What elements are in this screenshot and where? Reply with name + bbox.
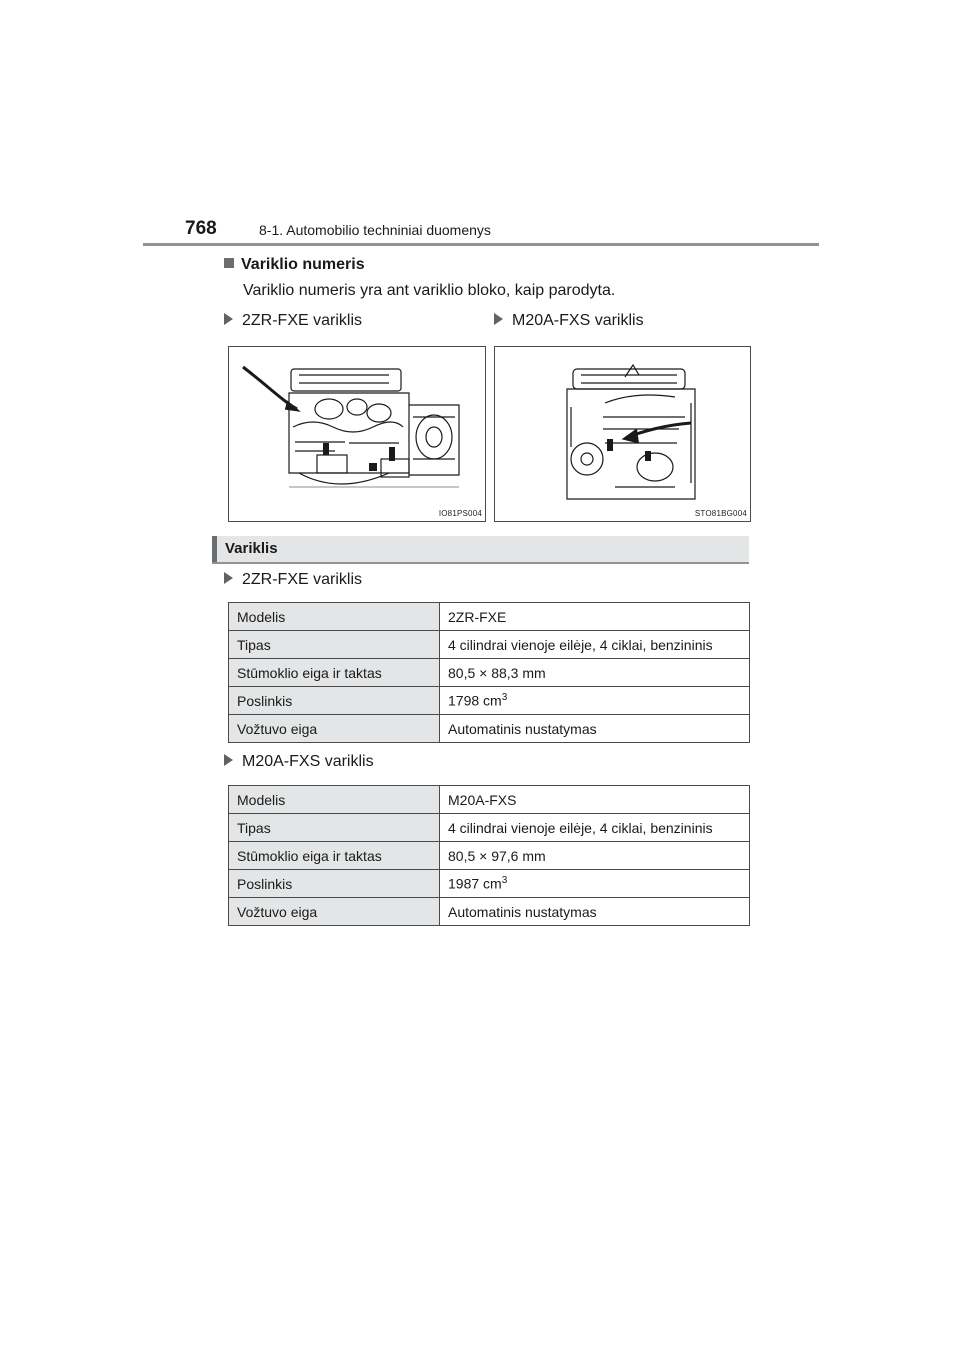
engine-section-band [212,536,749,564]
spec-value: 4 cilindrai vienoje eilėje, 4 ciklai, benzininis [440,631,750,659]
spec-value: Automatinis nustatymas [440,715,750,743]
table-row [229,631,750,659]
engine-section-title: Variklis [225,540,278,557]
table-row [229,814,750,842]
spec-key: Modelis [229,603,440,631]
figure-label-right-text: M20A-FXS variklis [512,312,644,329]
spec-value-exponent: 3 [501,875,508,887]
table-label-m20a-text: M20A-FXS variklis [242,753,374,770]
triangle-bullet-icon [224,313,233,325]
spec-value-cell [440,687,750,715]
page-number: 768 [185,218,217,239]
triangle-bullet-icon [494,313,503,325]
engine-illustration-2zr [228,346,486,522]
table-label-2zr [224,571,362,589]
spec-key: Tipas [229,814,440,842]
band-accent-bar [212,536,217,562]
spec-value: M20A-FXS [440,786,750,814]
spec-value-exponent: 3 [501,692,508,704]
section-heading: 8-1. Automobilio techniniai duomenys [259,222,491,238]
figure-code-left: IO81PS004 [438,509,482,518]
spec-key: Stūmoklio eiga ir taktas [229,659,440,687]
spec-value: 80,5 × 88,3 mm [440,659,750,687]
spec-value: 80,5 × 97,6 mm [440,842,750,870]
spec-value: 4 cilindrai vienoje eilėje, 4 ciklai, benzininis [440,814,750,842]
spec-key: Stūmoklio eiga ir taktas [229,842,440,870]
spec-key: Vožtuvo eiga [229,715,440,743]
engine-number-heading [224,256,365,274]
triangle-bullet-icon [224,754,233,766]
header-divider [143,243,819,246]
engine-2zr-drawing [229,347,485,521]
table-row [229,659,750,687]
table-row [229,603,750,631]
spec-key: Tipas [229,631,440,659]
figure-code-right: STO81BG004 [694,509,747,518]
spec-table-2zr [228,602,750,743]
spec-key: Poslinkis [229,870,440,898]
figure-label-right [494,312,644,330]
spec-key: Modelis [229,786,440,814]
table-row [229,687,750,715]
spec-value: 1987 cm [448,875,502,892]
table-row [229,715,750,743]
figure-label-left-text: 2ZR-FXE variklis [242,312,363,329]
spec-key: Poslinkis [229,687,440,715]
engine-number-title: Variklio numeris [241,256,365,273]
triangle-bullet-icon [224,572,233,584]
table-row [229,786,750,814]
spec-value: Automatinis nustatymas [440,898,750,926]
spec-table-m20a [228,785,750,926]
table-row [229,898,750,926]
spec-value: 2ZR-FXE [440,603,750,631]
table-row [229,842,750,870]
spec-key: Vožtuvo eiga [229,898,440,926]
engine-m20a-drawing [495,347,750,521]
table-label-2zr-text: 2ZR-FXE variklis [242,571,363,588]
square-bullet-icon [224,258,234,268]
figure-label-left [224,312,362,330]
table-label-m20a [224,753,374,771]
engine-number-text: Variklio numeris yra ant variklio bloko, kaip parodyta. [243,282,616,299]
spec-value: 1798 cm [448,692,502,709]
table-row [229,870,750,898]
spec-value-cell [440,870,750,898]
engine-illustration-m20a [494,346,751,522]
